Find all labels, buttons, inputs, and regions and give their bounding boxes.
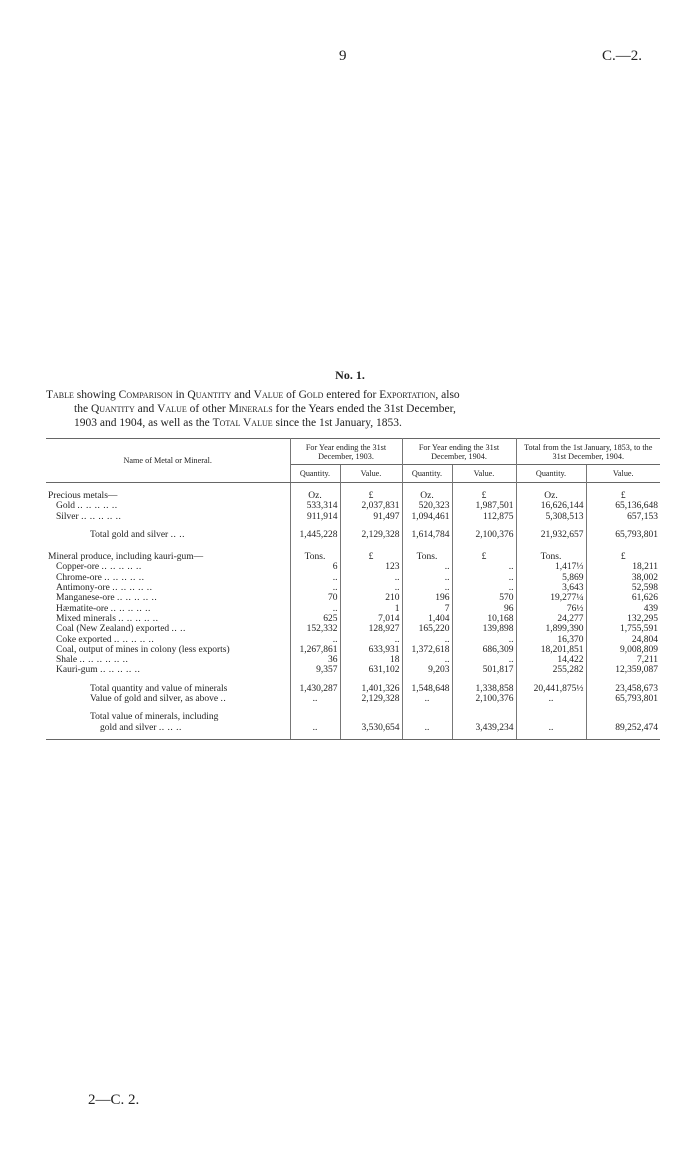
caption-word: 1903 and 1904, as well as the [74,417,210,429]
cell-value-1904: 2,100,376 [452,694,516,704]
cell-quantity-1904: .. [402,694,452,704]
row-name: Manganese-ore [56,593,115,604]
cell-quantity-total: 14,422 [516,655,586,665]
cell-quantity-total: 255,282 [516,665,586,675]
cell-value-1904: 139,898 [452,624,516,634]
cell-value-total: 89,252,474 [586,723,660,740]
table-row [46,552,660,562]
cell-quantity-1903: .. [290,694,340,704]
cell-value-1904: .. [452,583,516,593]
caption-word: for the Years ended the 31st December, [275,403,456,415]
row-label [46,645,290,655]
cell-quantity-1903: .. [290,583,340,593]
row-name: Mixed minerals [56,613,116,624]
cell-quantity-1904: 1,548,648 [402,684,452,694]
cell-value-1903: .. [340,573,402,583]
row-name: Silver [56,511,79,522]
table-row [46,593,660,603]
subheader-quantity: Quantity. [402,465,452,483]
cell-value-1903: .. [340,635,402,645]
caption-word: Exportation [379,389,436,401]
caption-word: Value [157,403,187,415]
minerals-comparison-table [46,438,660,740]
cell-value-total: 65,793,801 [586,694,660,704]
row-name-line-1: Total value of minerals, including [90,712,219,723]
cell-quantity-1904: 1,614,784 [402,530,452,540]
row-name: Gold [56,501,75,512]
cell-quantity-total: 5,308,513 [516,512,586,522]
cell-quantity-1904: 196 [402,593,452,603]
table-row [46,604,660,614]
caption-word: Table [46,389,74,401]
unit-label: £ [586,552,660,562]
unit-label: £ [452,491,516,501]
spacer-row [46,676,660,684]
caption-word: Comparison [118,389,173,401]
unit-label: £ [452,552,516,562]
cell-value-1903: 2,129,328 [340,530,402,540]
row-label [46,694,290,704]
row-dots: .. .. .. .. .. [114,634,155,645]
caption-line-3 [46,416,658,430]
cell-quantity-total: 16,626,144 [516,501,586,511]
row-dots: .. .. .. .. .. [81,511,122,522]
unit-label: Tons. [290,552,340,562]
cell-value-1904: 686,309 [452,645,516,655]
cell-quantity-1904: .. [402,655,452,665]
cell-value-1904: 570 [452,593,516,603]
caption-word: Quantity [90,403,135,415]
column-header-total: Total from the 1st January, 1853, to the 31st December, 1904. [516,439,660,465]
row-dots: .. .. .. .. .. [101,562,142,573]
spacer-row [46,522,660,530]
cell-quantity-1903: 9,357 [290,665,340,675]
subheader-value: Value. [586,465,660,483]
row-label [46,573,290,583]
row-name: Hæmatite-ore [56,603,109,614]
column-header-1903: For Year ending the 31st December, 1903. [290,439,402,465]
caption-word: and [234,389,251,401]
caption-word: showing [76,389,116,401]
row-dots: .. .. .. .. .. [110,603,151,614]
cell-value-1903: 1 [340,604,402,614]
cell-quantity-1903: 625 [290,614,340,624]
caption-word: Total Value [212,417,273,429]
caption-word: of other [189,403,226,415]
cell-quantity-1904: .. [402,573,452,583]
table-row [46,635,660,645]
caption-word: entered for [326,389,377,401]
cell-quantity-1904: 7 [402,604,452,614]
cell-quantity-1903: .. [290,635,340,645]
cell-value-total: 65,793,801 [586,530,660,540]
cell-quantity-total: 76½ [516,604,586,614]
section-heading-precious: Precious metals— [48,491,118,501]
document-code: C.—2. [601,48,642,64]
row-label [46,501,290,511]
cell-value-1903: 1,401,326 [340,684,402,694]
unit-label: Tons. [516,552,586,562]
cell-value-total: 23,458,673 [586,684,660,694]
cell-quantity-total: 16,370 [516,635,586,645]
cell-quantity-1903: .. [290,604,340,614]
row-name: Chrome-ore [56,572,102,583]
row-dots: .. .. .. .. .. [77,501,118,512]
cell-quantity-total: 19,277¼ [516,593,586,603]
caption-word: of [286,389,296,401]
cell-value-1904: .. [452,573,516,583]
cell-value-1903: 18 [340,655,402,665]
row-dots: .. .. .. .. .. [118,613,159,624]
table-header-row [46,439,660,465]
row-dots: .. .. [171,624,186,635]
row-name-line-2: gold and silver [100,722,157,733]
cell-value-1903: 2,129,328 [340,694,402,704]
cell-quantity-1903: 1,445,228 [290,530,340,540]
row-name: Total quantity and value of minerals [90,683,228,694]
table-row [46,573,660,583]
unit-label: £ [586,491,660,501]
row-label [46,635,290,645]
cell-value-1904: 3,439,234 [452,723,516,740]
row-dots: .. .. .. .. .. [112,583,153,594]
cell-quantity-total: 1,417⅓ [516,562,586,572]
unit-label: Oz. [402,491,452,501]
cell-quantity-1904: .. [402,583,452,593]
row-dots: .. .. .. .. .. [104,572,145,583]
spacer-row [46,540,660,552]
unit-label: Oz. [516,491,586,501]
row-label [46,712,290,722]
cell-value-1903: 7,014 [340,614,402,624]
subheader-quantity: Quantity. [290,465,340,483]
row-label [46,593,290,603]
cell-value-total: 24,804 [586,635,660,645]
table-row-total [46,684,660,694]
cell-value-1903: 633,931 [340,645,402,655]
column-header-name: Name of Metal or Mineral. [46,439,290,483]
caption-word: Quantity [187,389,232,401]
cell-quantity-total: 3,643 [516,583,586,593]
subheader-value: Value. [340,465,402,483]
cell-quantity-1904: .. [402,723,452,740]
cell-quantity-1903: 152,332 [290,624,340,634]
caption-line-2 [46,402,658,416]
cell-quantity-1904: .. [402,562,452,572]
cell-value-total: 12,359,087 [586,665,660,675]
row-name: Value of gold and silver, as above [90,694,219,705]
cell-value-1904: .. [452,562,516,572]
section-heading-minerals: Mineral produce, including kauri-gum— [48,552,204,563]
row-label [46,614,290,624]
unit-label: £ [340,552,402,562]
cell-value-1903: 2,037,831 [340,501,402,511]
row-dots: .. .. .. .. .. .. [79,655,129,666]
cell-value-1903: .. [340,583,402,593]
row-name: Copper-ore [56,562,100,573]
cell-quantity-1903: 1,430,287 [290,684,340,694]
cell-value-total: 38,002 [586,573,660,583]
table-row [46,562,660,572]
cell-quantity-1904: 520,323 [402,501,452,511]
caption-word: Value [253,389,284,401]
cell-quantity-1903: .. [290,723,340,740]
row-label [46,624,290,634]
table-row [46,645,660,655]
row-name: Coke exported [56,634,112,645]
table-caption [46,388,658,430]
table-row [46,501,660,511]
cell-value-1903: 631,102 [340,665,402,675]
row-dots: .. .. .. .. .. [100,665,141,676]
table-row [46,512,660,522]
unit-label: Oz. [290,491,340,501]
cell-value-total: 18,211 [586,562,660,572]
page-number: 9 [339,48,347,64]
cell-quantity-1903: 1,267,861 [290,645,340,655]
cell-quantity-total: 20,441,875½ [516,684,586,694]
row-name: Shale [56,655,78,666]
subheader-quantity: Quantity. [516,465,586,483]
cell-quantity-total: 24,277 [516,614,586,624]
cell-value-total: 9,008,809 [586,645,660,655]
cell-quantity-1904: 9,203 [402,665,452,675]
cell-value-total: 132,295 [586,614,660,624]
column-header-1904: For Year ending the 31st December, 1904. [402,439,516,465]
table-row [46,655,660,665]
table-row [46,694,660,704]
row-dots: .. .. [170,529,185,540]
caption-word: Minerals [228,403,273,415]
caption-word: in [175,389,185,401]
table-row-total [46,530,660,540]
row-label [46,723,290,740]
cell-value-total: 439 [586,604,660,614]
cell-value-1903: 123 [340,562,402,572]
cell-value-1903: 128,927 [340,624,402,634]
cell-quantity-total: 5,869 [516,573,586,583]
cell-quantity-1903: 6 [290,562,340,572]
row-label [46,604,290,614]
row-dots: .. [220,694,227,705]
cell-value-total: 65,136,648 [586,501,660,511]
cell-value-total: 61,626 [586,593,660,603]
caption-word: , also [435,389,460,401]
cell-value-1903: 91,497 [340,512,402,522]
cell-value-1903: 210 [340,593,402,603]
cell-quantity-1903: 533,314 [290,501,340,511]
row-label [46,512,290,522]
table-row [46,583,660,593]
cell-value-1904: 112,875 [452,512,516,522]
row-dots: .. .. .. [158,722,182,733]
cell-value-1904: 1,338,858 [452,684,516,694]
cell-value-1904: 2,100,376 [452,530,516,540]
table-number: No. 1. [335,368,365,382]
cell-quantity-total: .. [516,694,586,704]
cell-quantity-1904: 165,220 [402,624,452,634]
spacer-row [46,483,660,492]
cell-quantity-total: .. [516,723,586,740]
unit-label: Tons. [402,552,452,562]
cell-quantity-total: 1,899,390 [516,624,586,634]
cell-value-total: 1,755,591 [586,624,660,634]
cell-value-total: 657,153 [586,512,660,522]
table-row [46,665,660,675]
cell-quantity-1903: .. [290,573,340,583]
table-row [46,491,660,501]
row-name: Coal, output of mines in colony (less exports) [56,644,230,655]
cell-value-1904: .. [452,655,516,665]
footer-code: 2—C. 2. [88,1092,140,1108]
cell-value-1904: 1,987,501 [452,501,516,511]
cell-quantity-1904: .. [402,635,452,645]
table-row [46,614,660,624]
mineral-rows [46,562,660,675]
row-name: Antimony-ore [56,583,110,594]
cell-value-total: 52,598 [586,583,660,593]
cell-quantity-1903: 36 [290,655,340,665]
cell-quantity-total: 21,932,657 [516,530,586,540]
cell-value-1904: 501,817 [452,665,516,675]
table-row-grand-total [46,712,660,722]
caption-word: Gold [298,389,324,401]
row-label [46,562,290,572]
row-name: Total gold and silver [90,529,169,540]
cell-quantity-total: 18,201,851 [516,645,586,655]
row-label [46,665,290,675]
table-row [46,624,660,634]
cell-quantity-1904: 1,372,618 [402,645,452,655]
row-label [46,530,290,540]
subheader-value: Value. [452,465,516,483]
row-label [46,655,290,665]
row-label [46,684,290,694]
cell-quantity-1904: 1,094,461 [402,512,452,522]
caption-word: and [137,403,155,415]
cell-value-1904: 96 [452,604,516,614]
row-name: Kauri-gum [56,665,98,676]
unit-label: £ [340,491,402,501]
caption-word: the [74,403,89,415]
cell-quantity-1903: 911,914 [290,512,340,522]
row-name: Coal (New Zealand) exported [56,624,170,635]
cell-value-1903: 3,530,654 [340,723,402,740]
table-row-grand-total [46,723,660,740]
caption-word: since the 1st January, 1853. [275,417,402,429]
cell-value-total: 7,211 [586,655,660,665]
row-dots: .. .. .. .. .. [116,593,158,604]
cell-quantity-1904: 1,404 [402,614,452,624]
cell-quantity-1903: 70 [290,593,340,603]
row-label [46,583,290,593]
cell-value-1904: .. [452,635,516,645]
cell-value-1904: 10,168 [452,614,516,624]
